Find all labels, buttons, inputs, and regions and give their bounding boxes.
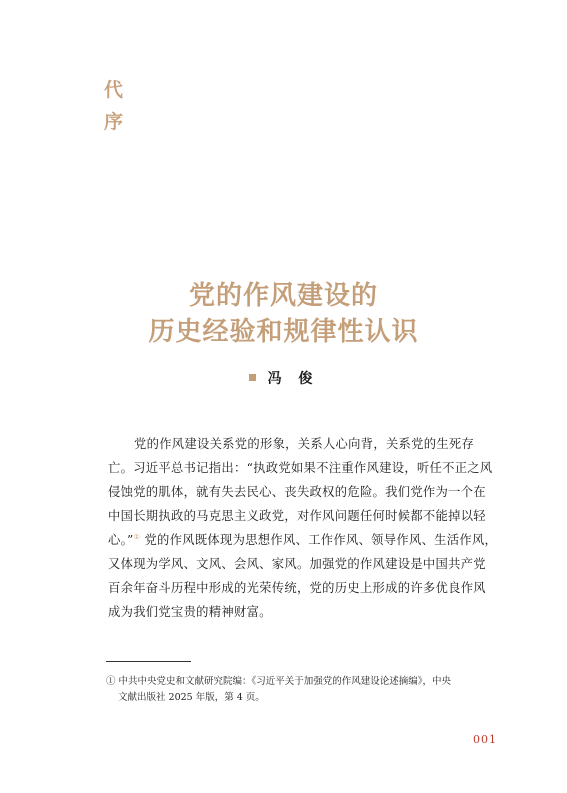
article-title-line-2: 历史经验和规律性认识 <box>148 317 419 347</box>
body-text-segment: 党的作风既体现为思想作风、工作作风、领导作风、生活作风， <box>144 533 498 547</box>
body-paragraph <box>108 432 496 624</box>
author-line <box>0 368 567 388</box>
body-line: 成为我们党宝贵的精神财富。 <box>108 605 272 619</box>
section-label-char: 序 <box>104 111 124 133</box>
article-title-line-1: 党的作风建设的 <box>188 281 378 311</box>
footnote <box>106 674 498 706</box>
author-name: 冯 俊 <box>267 371 319 387</box>
body-line: 百余年奋斗历程中形成的光荣传统，党的历史上形成的许多优良作风 <box>108 581 486 595</box>
body-line: 侵蚀党的肌体，就有失去民心、丧失政权的危险。我们党作为一个在 <box>108 485 486 499</box>
footnote-line: 文献出版社 2025 年版，第 4 页。 <box>118 692 265 703</box>
page-number: 001 <box>473 733 497 746</box>
footnote-divider <box>106 661 191 662</box>
body-line: 中国长期执政的马克思主义政党，对作风问题任何时候都不能掉以轻 <box>108 509 486 523</box>
footnote-reference[interactable]: ① <box>133 532 141 541</box>
square-bullet-icon <box>249 374 256 381</box>
body-text-segment: 心。” <box>108 533 134 547</box>
body-line-with-footnote <box>108 528 496 552</box>
footnote-line: ① 中共中央党史和文献研究院编：《习近平关于加强党的作风建设论述摘编》，中央 <box>106 676 452 687</box>
body-line: 党的作风建设关系党的形象，关系人心向背，关系党的生死存 <box>134 437 475 451</box>
body-line: 又体现为学风、文风、会风、家风。加强党的作风建设是中国共产党 <box>108 557 486 571</box>
section-label-char: 代 <box>104 79 124 101</box>
section-label <box>104 74 128 138</box>
body-line: 亡。习近平总书记指出：“执政党如果不注重作风建设，听任不正之风 <box>108 461 493 475</box>
